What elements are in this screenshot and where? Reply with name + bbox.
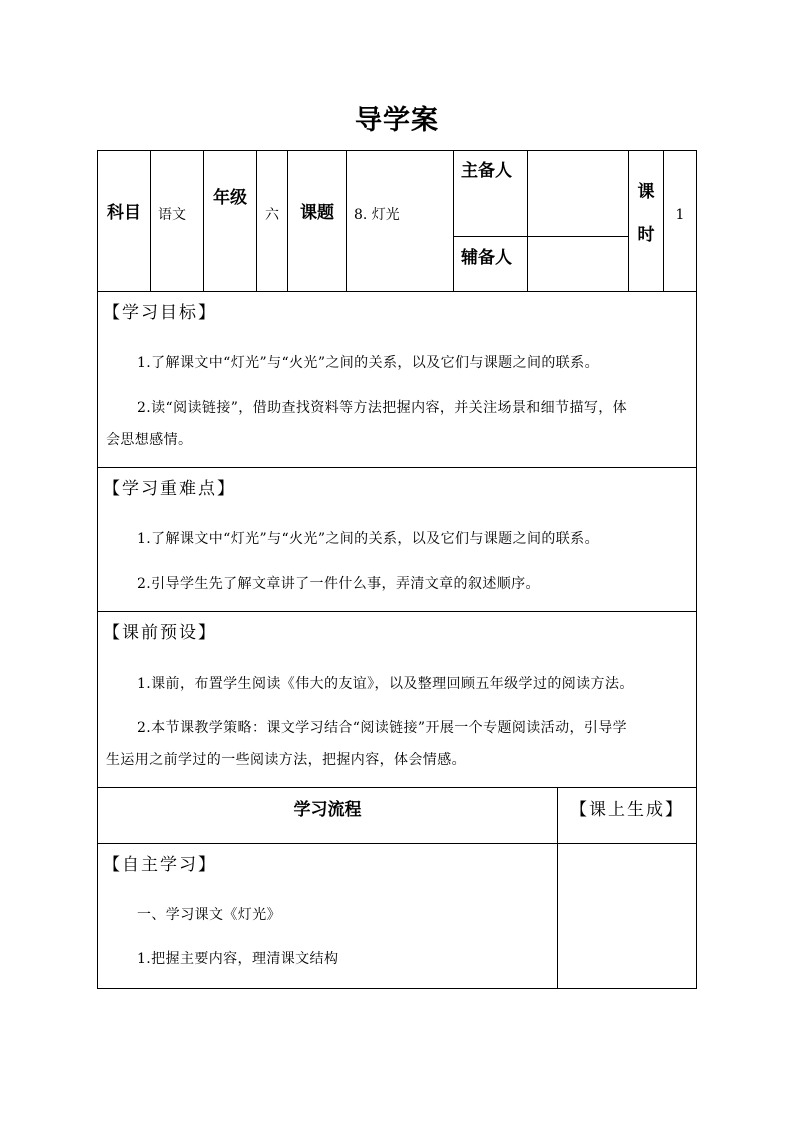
grade-value: 六 bbox=[265, 207, 279, 223]
subject-value: 语文 bbox=[158, 207, 186, 223]
preparation-item-1: 1.课前，布置学生阅读《伟大的友谊》，以及整理回顾五年级学过的阅读方法。 bbox=[137, 676, 634, 692]
preparation-item-2-line-2: 生运用之前学过的一些阅读方法，把握内容，体会情感。 bbox=[106, 752, 466, 768]
process-step-1: 一、学习课文《灯光》 bbox=[137, 907, 281, 923]
period-value: 1 bbox=[675, 207, 685, 223]
objective-item-2-line-2: 会思想感情。 bbox=[106, 432, 193, 448]
preparation-heading: 【课前预设】 bbox=[103, 623, 217, 643]
period-label-bottom: 时 bbox=[637, 225, 655, 245]
key-points-heading: 【学习重难点】 bbox=[103, 479, 236, 499]
preparation-item-2-line-1: 2.本节课教学策略：课文学习结合“阅读链接”开展一个专题阅读活动，引导学 bbox=[137, 720, 628, 736]
main-preparer-label: 主备人 bbox=[461, 161, 512, 181]
in-class-generation-heading: 【课上生成】 bbox=[570, 800, 684, 820]
assistant-preparer-label: 辅备人 bbox=[461, 248, 512, 268]
process-heading: 学习流程 bbox=[293, 800, 362, 820]
objective-item-2-line-1: 2.读“阅读链接”，借助查找资料等方法把握内容，并关注场景和细节描写，体 bbox=[137, 400, 628, 416]
subject-label: 科目 bbox=[107, 203, 141, 223]
key-point-item-1: 1.了解课文中“灯光”与“火光”之间的关系，以及它们与课题之间的联系。 bbox=[137, 531, 599, 547]
objectives-heading: 【学习目标】 bbox=[103, 303, 217, 323]
key-point-item-2: 2.引导学生先了解文章讲了一件什么事，弄清文章的叙述顺序。 bbox=[137, 576, 540, 592]
grade-label: 年级 bbox=[213, 188, 247, 208]
objective-item-1: 1.了解课文中“灯光”与“火光”之间的关系，以及它们与课题之间的联系。 bbox=[137, 355, 599, 371]
period-label-top: 课 bbox=[637, 182, 655, 202]
page-title: 导学案 bbox=[355, 105, 439, 136]
self-study-heading: 【自主学习】 bbox=[103, 855, 217, 875]
topic-value: 8. 灯光 bbox=[354, 207, 400, 223]
topic-label: 课题 bbox=[300, 203, 334, 223]
process-step-1-1: 1.把握主要内容，理清课文结构 bbox=[137, 951, 339, 967]
